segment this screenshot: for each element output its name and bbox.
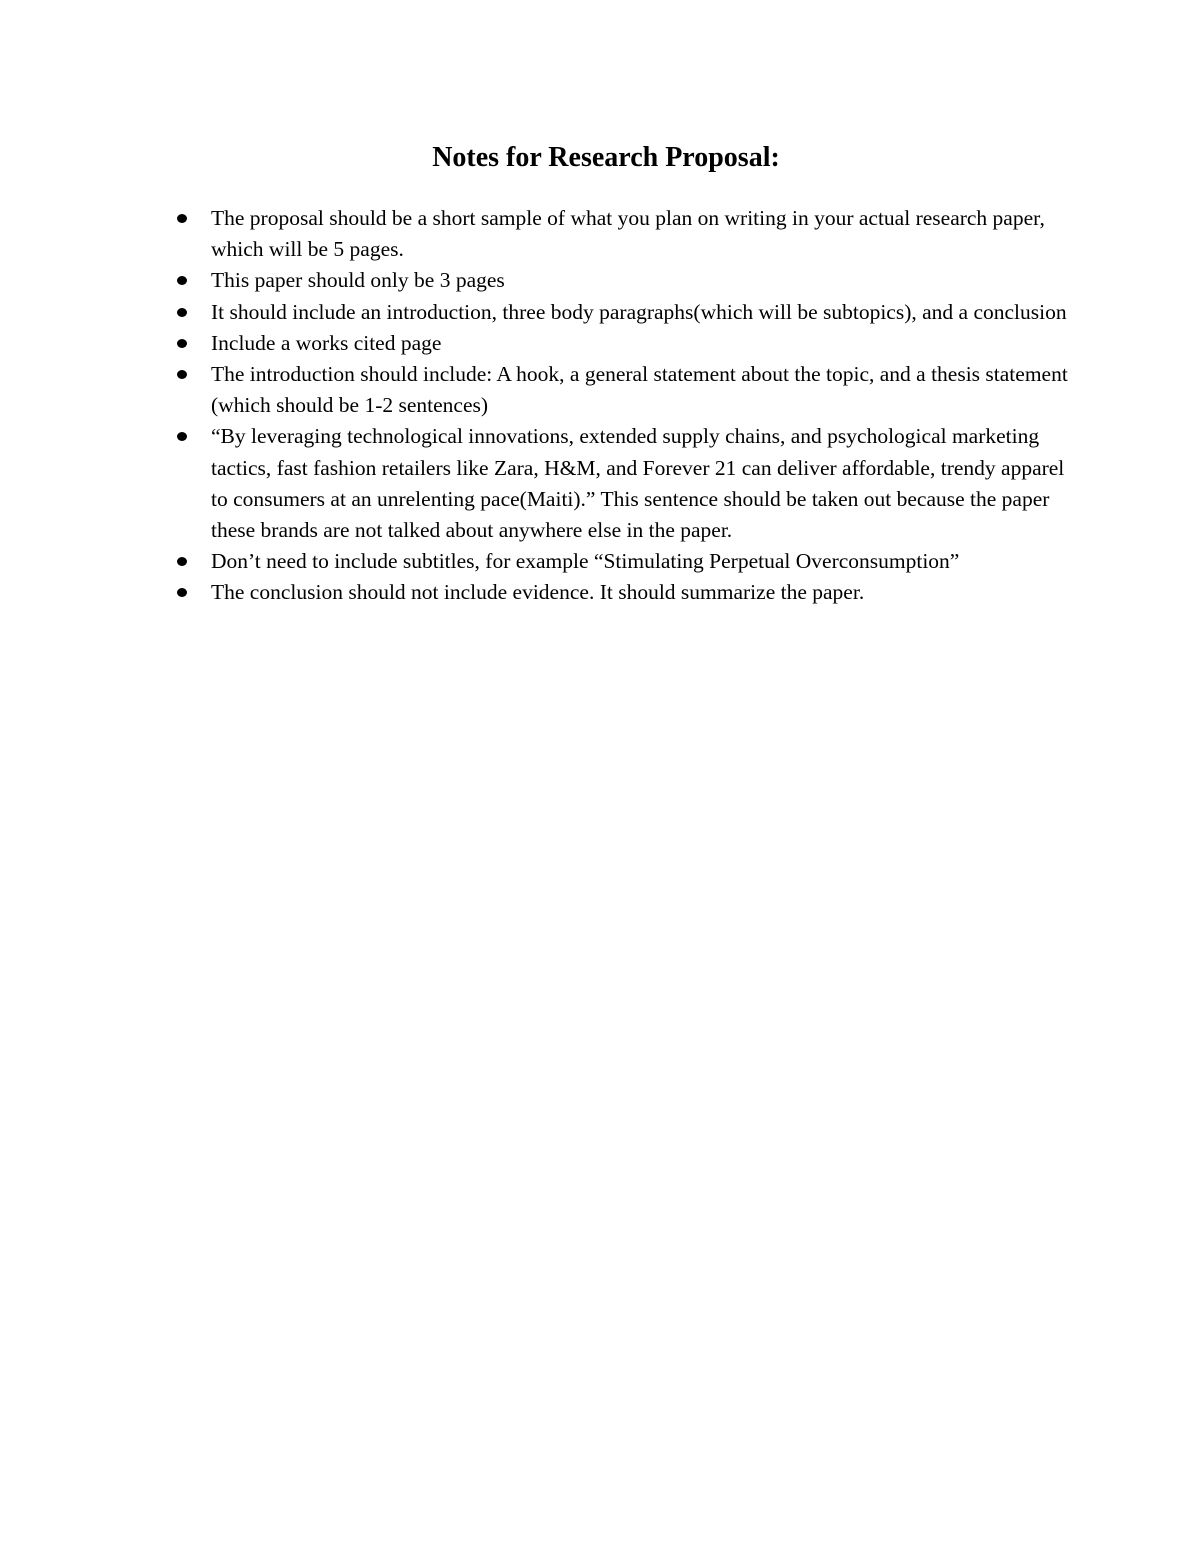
list-item — [211, 328, 1081, 359]
bullet-icon — [177, 557, 187, 566]
list-item — [211, 577, 1081, 608]
bullet-icon — [177, 339, 187, 348]
note-text: The proposal should be a short sample of what you plan on writing in your actual research paper, which will be 5 pages. — [211, 206, 1045, 262]
bullet-icon — [177, 214, 187, 223]
list-item — [211, 297, 1081, 328]
note-text: Include a works cited page — [211, 330, 442, 355]
note-text: The introduction should include: A hook, a general statement about the topic, and a thesis statement (which should be 1-2 sentences) — [211, 362, 1068, 418]
list-item — [211, 359, 1081, 421]
list-item — [211, 546, 1081, 577]
note-text: It should include an introduction, three body paragraphs(which will be subtopics), and a conclusion — [211, 299, 1067, 324]
note-text: The conclusion should not include evidence. It should summarize the paper. — [211, 580, 865, 605]
notes-list — [211, 203, 1081, 609]
document-title: Notes for Research Proposal: — [432, 142, 780, 173]
list-item — [211, 203, 1081, 265]
note-text: “By leveraging technological innovations, extended supply chains, and psychological marketing tactics, fast fashion retailers like Zara, H&M, and Forever 21 can deliver affordable, trendy apparel to consumers at an unrelenting pace(Maiti).” This sentence should be taken out because the paper these brands are not talked about anywhere else in the paper. — [211, 424, 1065, 543]
bullet-icon — [177, 588, 187, 597]
bullet-icon — [177, 370, 187, 379]
bullet-icon — [177, 276, 187, 285]
list-item — [211, 421, 1081, 546]
note-text: Don’t need to include subtitles, for example “Stimulating Perpetual Overconsumption” — [211, 549, 960, 574]
bullet-icon — [177, 308, 187, 317]
list-item — [211, 265, 1081, 296]
note-text: This paper should only be 3 pages — [211, 268, 505, 293]
bullet-icon — [177, 432, 187, 441]
